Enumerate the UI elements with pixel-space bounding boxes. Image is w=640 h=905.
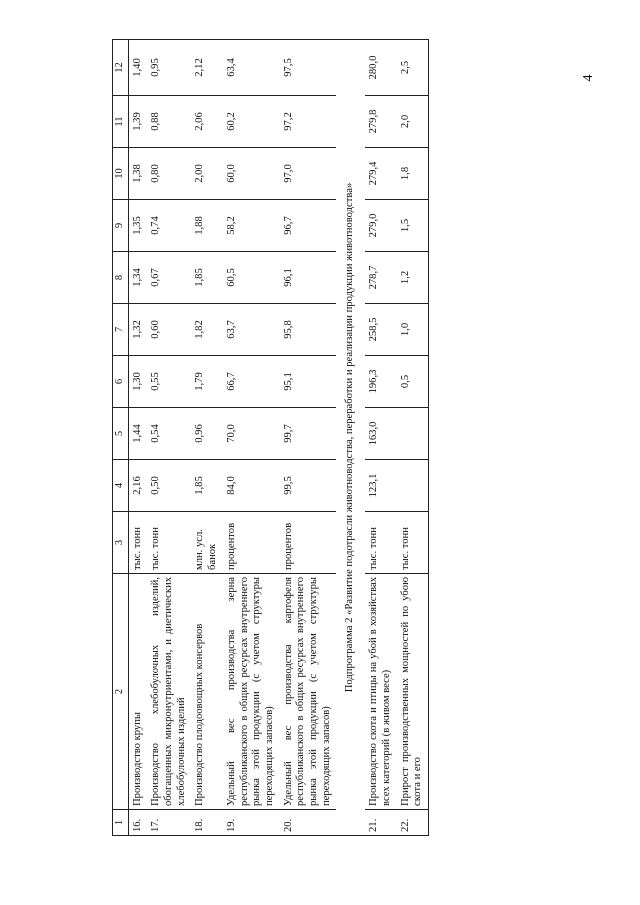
value-cell: 0,60 — [147, 304, 191, 356]
value-cell: 1,82 — [191, 304, 222, 356]
value-cell: 96,7 — [280, 200, 337, 252]
value-cell: 1,32 — [128, 304, 147, 356]
value-cell: 2,5 — [397, 40, 429, 96]
value-cell: 196,3 — [365, 356, 396, 408]
column-header: 4 — [113, 460, 129, 512]
value-cell: 0,95 — [147, 40, 191, 96]
row-number: 19. — [223, 810, 280, 836]
value-cell: 1,35 — [128, 200, 147, 252]
table-row — [280, 40, 337, 836]
value-cell: 99,7 — [280, 408, 337, 460]
value-cell: 1,85 — [191, 252, 222, 304]
table-row — [147, 40, 191, 836]
value-cell: 97,2 — [280, 96, 337, 148]
subprogram-row — [336, 40, 365, 836]
row-number: 16. — [128, 810, 147, 836]
value-cell: 66,7 — [223, 356, 280, 408]
table-row — [223, 40, 280, 836]
unit-cell: млн. усл. банок — [191, 512, 222, 574]
value-cell: 95,1 — [280, 356, 337, 408]
value-cell: 0,88 — [147, 96, 191, 148]
value-cell: 2,06 — [191, 96, 222, 148]
value-cell: 60,5 — [223, 252, 280, 304]
value-cell: 1,30 — [128, 356, 147, 408]
value-cell: 0,55 — [147, 356, 191, 408]
value-cell: 1,79 — [191, 356, 222, 408]
value-cell: 60,2 — [223, 96, 280, 148]
column-header: 12 — [113, 40, 129, 96]
value-cell: 60,0 — [223, 148, 280, 200]
column-header: 5 — [113, 408, 129, 460]
value-cell: 99,5 — [280, 460, 337, 512]
table-body — [128, 40, 428, 836]
value-cell: 2,16 — [128, 460, 147, 512]
indicator-name: Производство скота и птицы на убой в хозяйствах всех категорий (в живом весе) — [365, 574, 396, 810]
value-cell: 2,00 — [191, 148, 222, 200]
value-cell: 1,39 — [128, 96, 147, 148]
page-number: 4 — [581, 74, 596, 82]
value-cell: 279,8 — [365, 96, 396, 148]
indicator-name: Удельный вес производства картофеля республиканского в общих ресурсах внутреннего рынка этой продукции (с учетом структуры переходящих запасов) — [280, 574, 337, 810]
value-cell: 123,1 — [365, 460, 396, 512]
indicator-name: Производство крупы — [128, 574, 147, 810]
value-cell: 0,80 — [147, 148, 191, 200]
value-cell: 84,0 — [223, 460, 280, 512]
column-header: 1 — [113, 810, 129, 836]
value-cell: 279,0 — [365, 200, 396, 252]
unit-cell: тыс. тонн — [128, 512, 147, 574]
indicators-table — [112, 39, 429, 836]
value-cell: 1,5 — [397, 200, 429, 252]
header-row — [113, 40, 129, 836]
value-cell: 278,7 — [365, 252, 396, 304]
value-cell: 2,12 — [191, 40, 222, 96]
value-cell: 1,34 — [128, 252, 147, 304]
value-cell: 1,2 — [397, 252, 429, 304]
value-cell: 1,88 — [191, 200, 222, 252]
unit-cell: тыс. тонн — [147, 512, 191, 574]
column-header: 9 — [113, 200, 129, 252]
value-cell: 1,85 — [191, 460, 222, 512]
value-cell: 97,0 — [280, 148, 337, 200]
value-cell: 1,44 — [128, 408, 147, 460]
row-number: 18. — [191, 810, 222, 836]
column-header: 10 — [113, 148, 129, 200]
row-number: 20. — [280, 810, 337, 836]
value-cell: 0,96 — [191, 408, 222, 460]
column-header: 8 — [113, 252, 129, 304]
column-header: 3 — [113, 512, 129, 574]
indicator-name: Производство хлебобулочных изделий, обогащенных микронутриентами, и диетических хлебобулочных изделий — [147, 574, 191, 810]
subprogram-title: Подпрограмма 2 «Развитие подотрасли животноводства, переработки и реализации продукции животноводства» — [336, 40, 365, 836]
rotated-page-content — [112, 40, 615, 836]
value-cell: 0,67 — [147, 252, 191, 304]
value-cell: 2,0 — [397, 96, 429, 148]
value-cell — [397, 460, 429, 512]
table-row — [397, 40, 429, 836]
row-number: 17. — [147, 810, 191, 836]
value-cell: 0,74 — [147, 200, 191, 252]
table-row — [191, 40, 222, 836]
value-cell: 63,4 — [223, 40, 280, 96]
unit-cell: процентов — [280, 512, 337, 574]
table-row — [128, 40, 147, 836]
unit-cell: тыс. тонн — [397, 512, 429, 574]
value-cell: 95,8 — [280, 304, 337, 356]
indicator-name: Удельный вес производства зерна республиканского в общих ресурсах внутреннего рынка этой продукции (с учетом структуры переходящих запасов) — [223, 574, 280, 810]
value-cell: 0,54 — [147, 408, 191, 460]
column-header: 6 — [113, 356, 129, 408]
value-cell: 279,4 — [365, 148, 396, 200]
value-cell: 97,5 — [280, 40, 337, 96]
column-header: 2 — [113, 574, 129, 810]
indicator-name: Прирост производственных мощностей по убою скота и его — [397, 574, 429, 810]
value-cell: 0,50 — [147, 460, 191, 512]
value-cell: 70,0 — [223, 408, 280, 460]
unit-cell: тыс. тонн — [365, 512, 396, 574]
value-cell: 0,5 — [397, 356, 429, 408]
table-header — [113, 40, 129, 836]
value-cell: 63,7 — [223, 304, 280, 356]
value-cell: 1,8 — [397, 148, 429, 200]
value-cell: 258,5 — [365, 304, 396, 356]
row-number: 21. — [365, 810, 396, 836]
value-cell: 58,2 — [223, 200, 280, 252]
value-cell: 1,38 — [128, 148, 147, 200]
column-header: 7 — [113, 304, 129, 356]
table-row — [365, 40, 396, 836]
value-cell: 1,0 — [397, 304, 429, 356]
value-cell — [397, 408, 429, 460]
row-number: 22. — [397, 810, 429, 836]
value-cell: 280,0 — [365, 40, 396, 96]
value-cell: 163,0 — [365, 408, 396, 460]
unit-cell: процентов — [223, 512, 280, 574]
value-cell: 96,1 — [280, 252, 337, 304]
value-cell: 1,40 — [128, 40, 147, 96]
indicator-name: Производство плодоовощных консервов — [191, 574, 222, 810]
column-header: 11 — [113, 96, 129, 148]
